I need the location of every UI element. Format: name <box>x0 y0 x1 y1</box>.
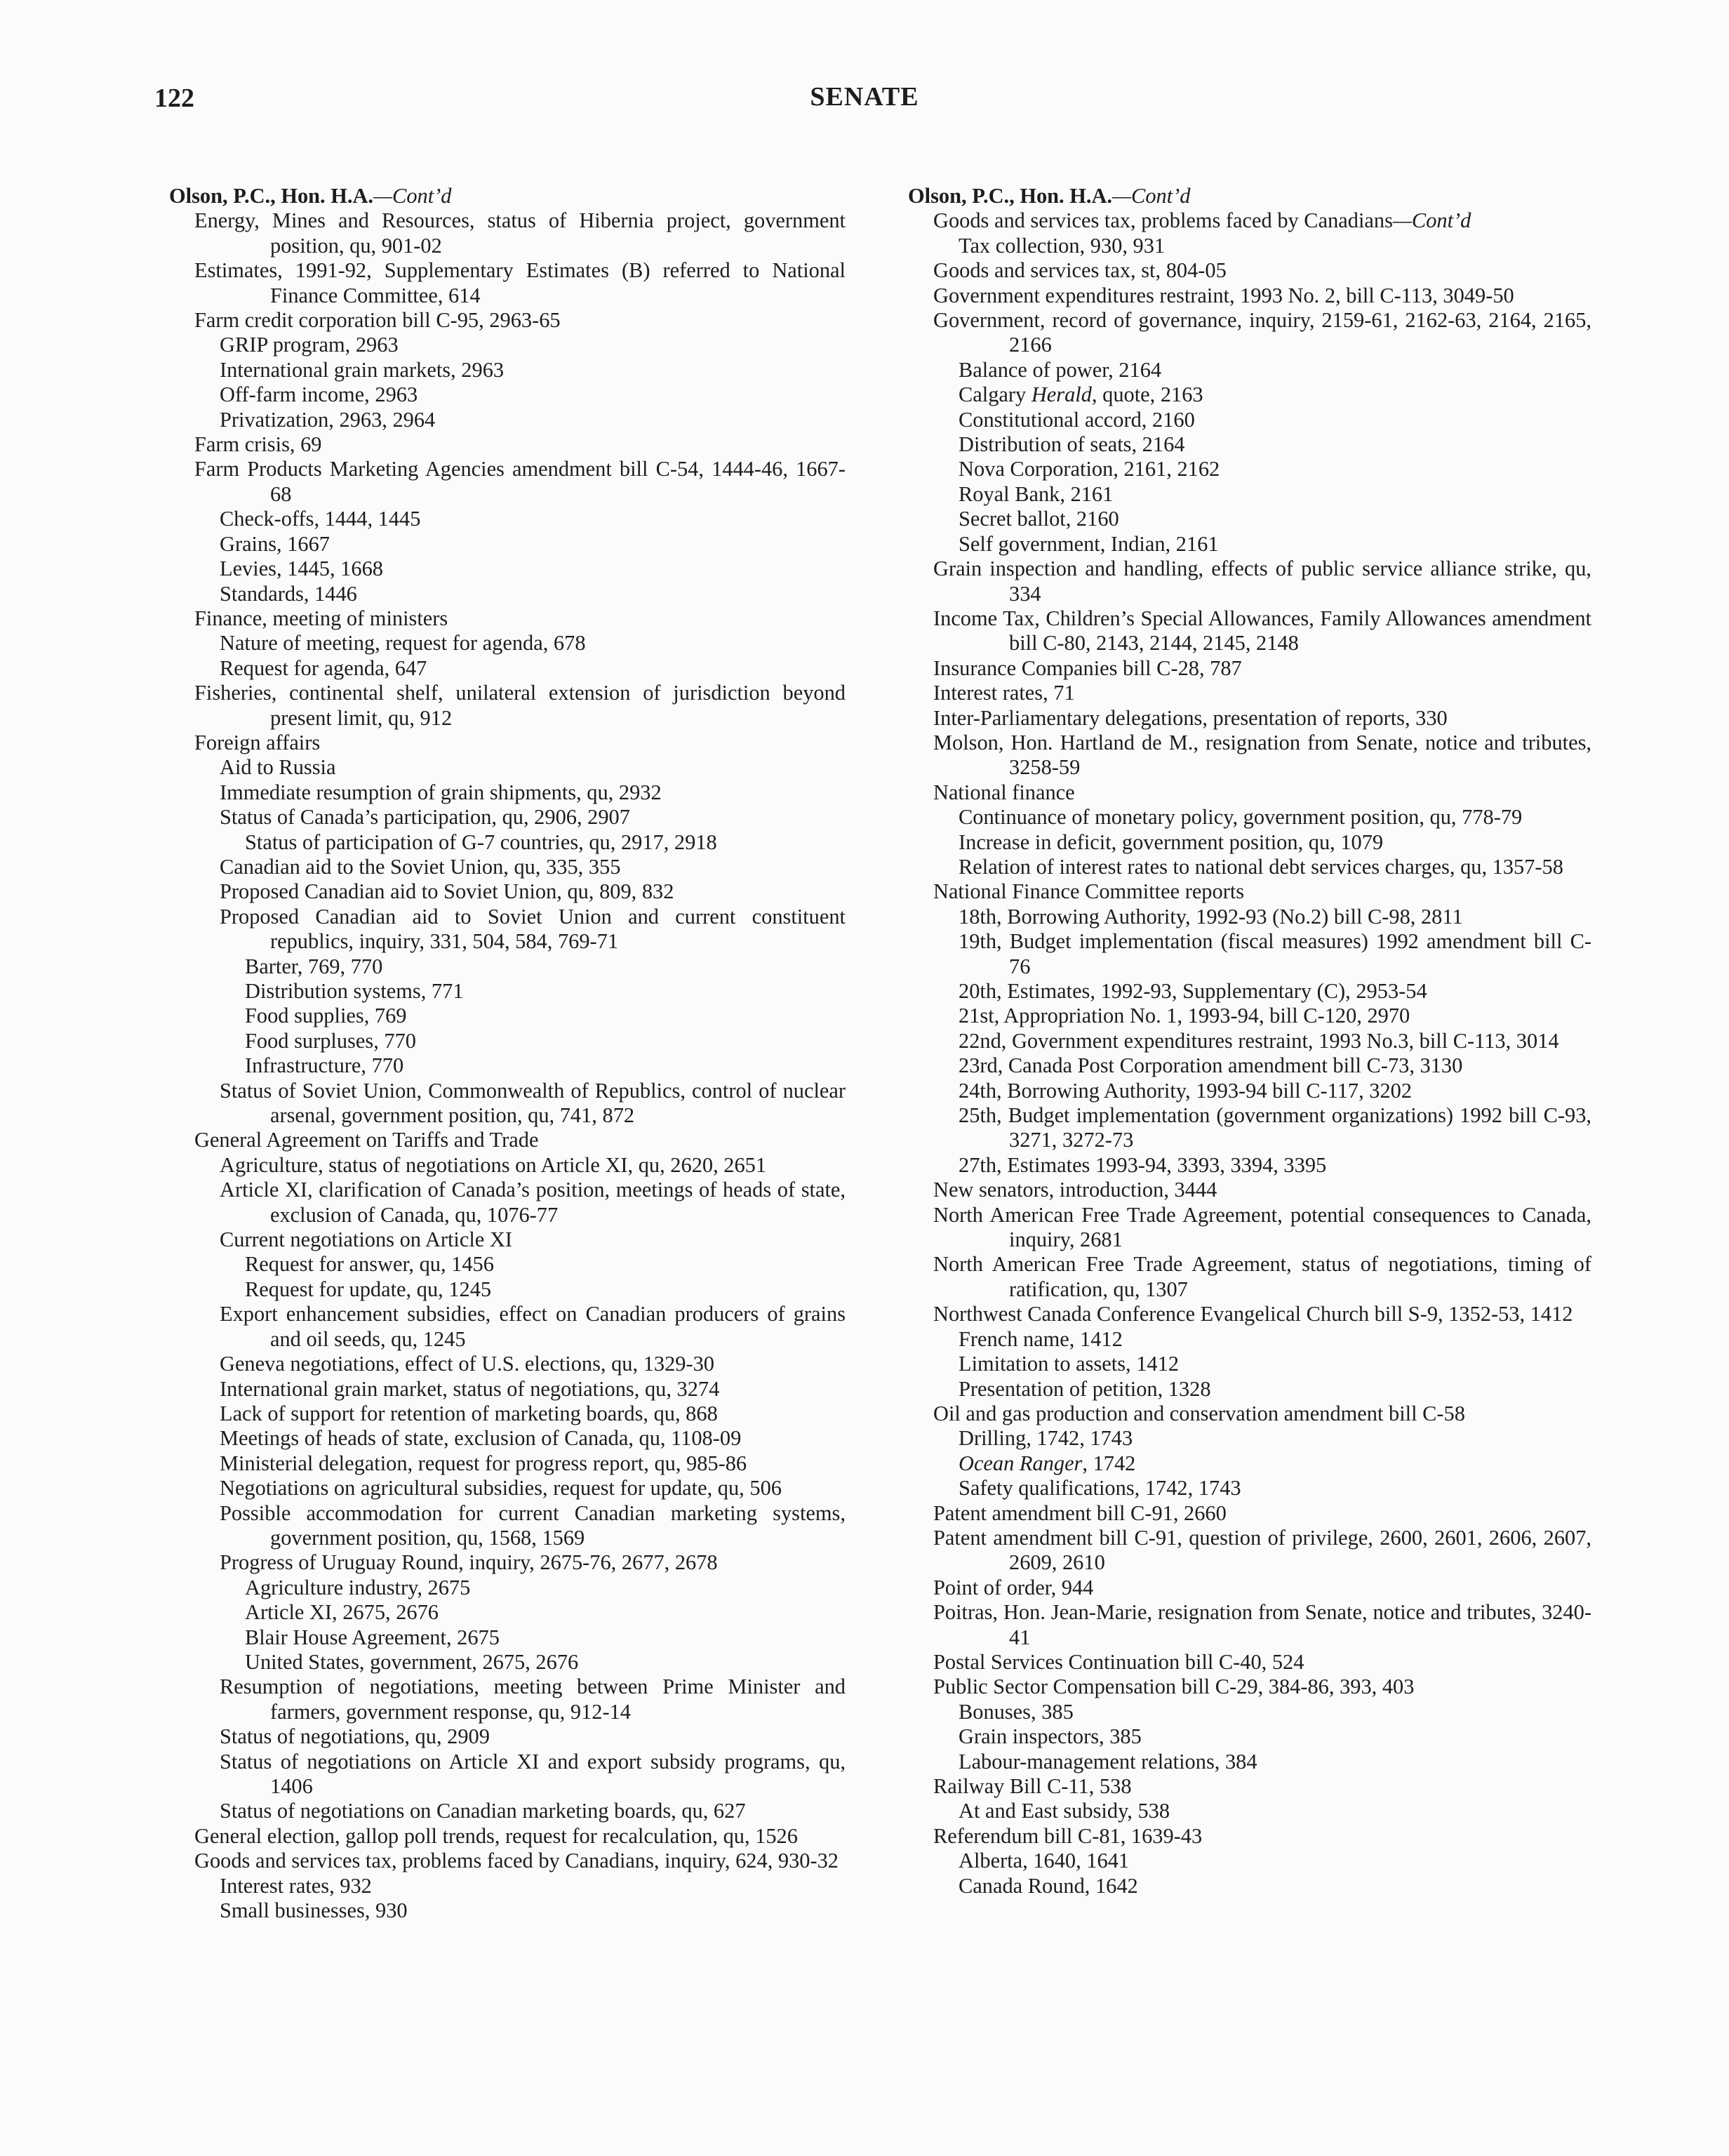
index-entry: Postal Services Continuation bill C-40, 524 <box>933 1649 1304 1674</box>
index-entry: General election, gallop poll trends, request for recalculation, qu, 1526 <box>194 1823 798 1848</box>
index-entry: Distribution systems, 771 <box>245 979 464 1003</box>
index-entry: General Agreement on Tariffs and Trade <box>194 1128 539 1152</box>
index-entry: Ministerial delegation, request for progress report, qu, 985-86 <box>220 1451 747 1475</box>
index-entry: Balance of power, 2164 <box>959 357 1162 382</box>
index-entry <box>883 382 1591 407</box>
column-heading <box>883 184 1591 208</box>
index-entry: Off-farm income, 2963 <box>220 382 418 407</box>
index-entry: Alberta, 1640, 1641 <box>959 1849 1130 1873</box>
index-entry: United States, government, 2675, 2676 <box>245 1649 579 1674</box>
index-entry: Proposed Canadian aid to Soviet Union and current constituent republics, inquiry, 331, 504, 584, 769-71 <box>220 904 846 954</box>
index-entry: Status of participation of G-7 countries, qu, 2917, 2918 <box>245 830 717 854</box>
index-entry: Canada Round, 1642 <box>959 1873 1138 1898</box>
index-entry: Food supplies, 769 <box>245 1004 407 1028</box>
index-entry: Resumption of negotiations, meeting between Prime Minister and farmers, government response, qu, 912-14 <box>220 1675 846 1724</box>
index-entry: Oil and gas production and conservation amendment bill C-58 <box>933 1401 1465 1425</box>
index-entry: Distribution of seats, 2164 <box>959 432 1185 457</box>
index-entry: Levies, 1445, 1668 <box>220 557 383 581</box>
index-entry: Poitras, Hon. Jean-Marie, resignation from Senate, notice and tributes, 3240-41 <box>933 1600 1591 1649</box>
index-entry: Possible accommodation for current Canadian marketing systems, government position, qu, 1568, 1569 <box>220 1500 846 1550</box>
index-entry: International grain markets, 2963 <box>220 357 505 382</box>
index-entry: Status of negotiations, qu, 2909 <box>220 1724 490 1749</box>
index-entry: Government, record of governance, inquiry, 2159-61, 2162-63, 2164, 2165, 2166 <box>933 308 1591 357</box>
index-entry: Insurance Companies bill C-28, 787 <box>933 656 1242 680</box>
index-entry <box>883 1451 1591 1476</box>
index-entry: Standards, 1446 <box>220 581 357 606</box>
heading-name: Olson, P.C., Hon. H.A. <box>169 184 374 208</box>
index-entry: North American Free Trade Agreement, status of negotiations, timing of ratification, qu, 1307 <box>933 1252 1591 1301</box>
index-entry: Request for update, qu, 1245 <box>245 1277 492 1301</box>
index-entry: Point of order, 944 <box>933 1575 1094 1599</box>
index-entry: North American Free Trade Agreement, potential consequences to Canada, inquiry, 2681 <box>933 1202 1591 1252</box>
index-entry: Railway Bill C-11, 538 <box>933 1774 1132 1798</box>
index-entry: Canadian aid to the Soviet Union, qu, 335, 355 <box>220 854 621 879</box>
index-entry: Patent amendment bill C-91, question of privilege, 2600, 2601, 2606, 2607, 2609, 2610 <box>933 1525 1591 1575</box>
index-entry: Public Sector Compensation bill C-29, 384-86, 393, 403 <box>933 1675 1415 1699</box>
index-entry: Referendum bill C-81, 1639-43 <box>933 1823 1203 1848</box>
index-entry: Status of negotiations on Article XI and export subsidy programs, qu, 1406 <box>220 1749 846 1798</box>
index-entry: Small businesses, 930 <box>220 1898 408 1923</box>
index-entry: Status of Canada’s participation, qu, 2906, 2907 <box>220 805 630 830</box>
index-entry: Immediate resumption of grain shipments, qu, 2932 <box>220 780 662 804</box>
index-entry: New senators, introduction, 3444 <box>933 1178 1217 1202</box>
index-entry: 22nd, Government expenditures restraint, 1993 No.3, bill C-113, 3014 <box>959 1028 1559 1053</box>
index-entry: Meetings of heads of state, exclusion of Canada, qu, 1108-09 <box>220 1426 742 1451</box>
index-entry: Drilling, 1742, 1743 <box>959 1426 1133 1451</box>
index-entry: Inter-Parliamentary delegations, presentation of reports, 330 <box>933 705 1448 730</box>
index-entry: Royal Bank, 2161 <box>959 481 1114 506</box>
index-entry: Farm crisis, 69 <box>194 432 322 457</box>
index-entry: 27th, Estimates 1993-94, 3393, 3394, 3395 <box>959 1152 1327 1177</box>
page-number: 122 <box>154 84 194 113</box>
index-entry: Northwest Canada Conference Evangelical Church bill S-9, 1352-53, 1412 <box>933 1302 1573 1326</box>
index-entry: Presentation of petition, 1328 <box>959 1376 1211 1401</box>
index-entry: Proposed Canadian aid to Soviet Union, qu, 809, 832 <box>220 879 674 904</box>
index-entry: Agriculture, status of negotiations on Article XI, qu, 2620, 2651 <box>220 1152 767 1177</box>
index-column-right <box>883 184 1591 1898</box>
index-entry: Lack of support for retention of marketing boards, qu, 868 <box>220 1401 718 1425</box>
page-title: SENATE <box>810 82 919 112</box>
index-entry: Goods and services tax, problems faced by Canadians, inquiry, 624, 930-32 <box>194 1849 839 1873</box>
index-entry-part: —Cont’d <box>1392 208 1471 233</box>
index-entry: Food surpluses, 770 <box>245 1028 416 1053</box>
index-entry: Interest rates, 932 <box>220 1873 372 1898</box>
index-entry: Grains, 1667 <box>220 531 330 556</box>
index-entries-left <box>144 208 846 1923</box>
index-entry: Grain inspection and handling, effects of public service alliance strike, qu, 334 <box>933 557 1591 606</box>
index-entry: Molson, Hon. Hartland de M., resignation from Senate, notice and tributes, 3258-59 <box>933 730 1591 780</box>
index-entry: Continuance of monetary policy, government position, qu, 778-79 <box>959 805 1523 830</box>
index-entry: Labour-management relations, 384 <box>959 1749 1257 1774</box>
index-entry: Nature of meeting, request for agenda, 678 <box>220 631 586 656</box>
index-entry: International grain market, status of negotiations, qu, 3274 <box>220 1376 720 1401</box>
index-entry: Export enhancement subsidies, effect on Canadian producers of grains and oil seeds, qu, 1245 <box>220 1302 846 1351</box>
index-entry: Request for agenda, 647 <box>220 656 427 680</box>
index-entry: Bonuses, 385 <box>959 1699 1074 1724</box>
index-entry: Limitation to assets, 1412 <box>959 1352 1180 1376</box>
index-column-left <box>144 184 846 1923</box>
index-entry: At and East subsidy, 538 <box>959 1799 1170 1823</box>
index-entry: 24th, Borrowing Authority, 1993-94 bill C-117, 3202 <box>959 1078 1413 1103</box>
index-entry: Increase in deficit, government position, qu, 1079 <box>959 830 1384 854</box>
index-entry: Geneva negotiations, effect of U.S. elections, qu, 1329-30 <box>220 1352 714 1376</box>
heading-contd: —Cont’d <box>373 184 452 208</box>
index-entry-part: Goods and services tax, problems faced by Canadians <box>933 208 1393 233</box>
index-entry: Income Tax, Children’s Special Allowances, Family Allowances amendment bill C-80, 2143, 2144, 2145, 2148 <box>933 606 1591 656</box>
index-entry: Barter, 769, 770 <box>245 954 383 978</box>
index-entry: Finance, meeting of ministers <box>194 606 448 630</box>
heading-name: Olson, P.C., Hon. H.A. <box>908 184 1113 208</box>
index-entry-part: , 1742 <box>1082 1451 1136 1475</box>
index-entry: Interest rates, 71 <box>933 681 1075 705</box>
index-entry: Request for answer, qu, 1456 <box>245 1252 494 1277</box>
index-entry: Nova Corporation, 2161, 2162 <box>959 457 1220 481</box>
index-entry: 21st, Appropriation No. 1, 1993-94, bill C-120, 2970 <box>959 1004 1410 1028</box>
index-entries-right <box>883 208 1591 1898</box>
index-entry: 20th, Estimates, 1992-93, Supplementary (C), 2953-54 <box>959 979 1427 1003</box>
index-entry: Aid to Russia <box>220 755 336 780</box>
index-entry-part: , quote, 2163 <box>1091 382 1203 407</box>
heading-contd: —Cont’d <box>1112 184 1191 208</box>
index-entry: Government expenditures restraint, 1993 No. 2, bill C-113, 3049-50 <box>933 283 1514 307</box>
index-entry: Status of negotiations on Canadian marketing boards, qu, 627 <box>220 1799 746 1823</box>
index-entry: Fisheries, continental shelf, unilateral extension of jurisdiction beyond present limit, qu, 912 <box>194 681 846 730</box>
index-entry: Self government, Indian, 2161 <box>959 531 1219 556</box>
index-entry: Constitutional accord, 2160 <box>959 407 1195 432</box>
index-entry: Agriculture industry, 2675 <box>245 1575 471 1599</box>
index-entry: Safety qualifications, 1742, 1743 <box>959 1476 1241 1500</box>
index-entry: Estimates, 1991-92, Supplementary Estimates (B) referred to National Finance Committee, 614 <box>194 258 846 307</box>
index-entry: Grain inspectors, 385 <box>959 1724 1142 1749</box>
index-entry: National finance <box>933 780 1075 804</box>
index-entry: Foreign affairs <box>194 730 321 754</box>
index-entry-part: Calgary <box>959 382 1032 407</box>
index-entry-part: Ocean Ranger <box>959 1451 1083 1475</box>
index-entry: Patent amendment bill C-91, 2660 <box>933 1500 1227 1525</box>
index-entry: Article XI, clarification of Canada’s position, meetings of heads of state, exclusion of Canada, qu, 1076-77 <box>220 1178 846 1227</box>
index-entry: Goods and services tax, st, 804-05 <box>933 258 1227 283</box>
index-entry: National Finance Committee reports <box>933 879 1245 904</box>
index-entry: Farm credit corporation bill C-95, 2963-65 <box>194 308 561 333</box>
index-entry: GRIP program, 2963 <box>220 333 399 357</box>
index-entry: Secret ballot, 2160 <box>959 507 1119 531</box>
index-entry: Privatization, 2963, 2964 <box>220 407 436 432</box>
index-entry: 23rd, Canada Post Corporation amendment bill C-73, 3130 <box>959 1053 1463 1078</box>
index-entry: Progress of Uruguay Round, inquiry, 2675-76, 2677, 2678 <box>220 1550 718 1575</box>
index-entry: Farm Products Marketing Agencies amendment bill C-54, 1444-46, 1667-68 <box>194 457 846 506</box>
index-entry: Relation of interest rates to national debt services charges, qu, 1357-58 <box>959 854 1563 879</box>
index-entry: Current negotiations on Article XI <box>220 1227 512 1252</box>
index-entry <box>883 208 1591 233</box>
index-entry: Check-offs, 1444, 1445 <box>220 507 421 531</box>
index-entry: 25th, Budget implementation (government organizations) 1992 bill C-93, 3271, 3272-73 <box>959 1103 1591 1152</box>
index-entry: Infrastructure, 770 <box>245 1053 404 1078</box>
index-entry: Energy, Mines and Resources, status of Hibernia project, government position, qu, 901-02 <box>194 208 846 258</box>
index-entry: Blair House Agreement, 2675 <box>245 1625 500 1649</box>
index-entry: French name, 1412 <box>959 1326 1123 1351</box>
index-entry: Tax collection, 930, 931 <box>959 233 1166 258</box>
index-entry-part: Herald <box>1031 382 1092 407</box>
index-entry: 18th, Borrowing Authority, 1992-93 (No.2) bill C-98, 2811 <box>959 904 1463 929</box>
column-heading <box>144 184 846 208</box>
index-entry: Negotiations on agricultural subsidies, request for update, qu, 506 <box>220 1476 782 1500</box>
index-entry: Status of Soviet Union, Commonwealth of Republics, control of nuclear arsenal, government position, qu, 741, 872 <box>220 1078 846 1128</box>
index-entry: 19th, Budget implementation (fiscal measures) 1992 amendment bill C-76 <box>959 929 1591 978</box>
index-entry: Article XI, 2675, 2676 <box>245 1600 439 1625</box>
